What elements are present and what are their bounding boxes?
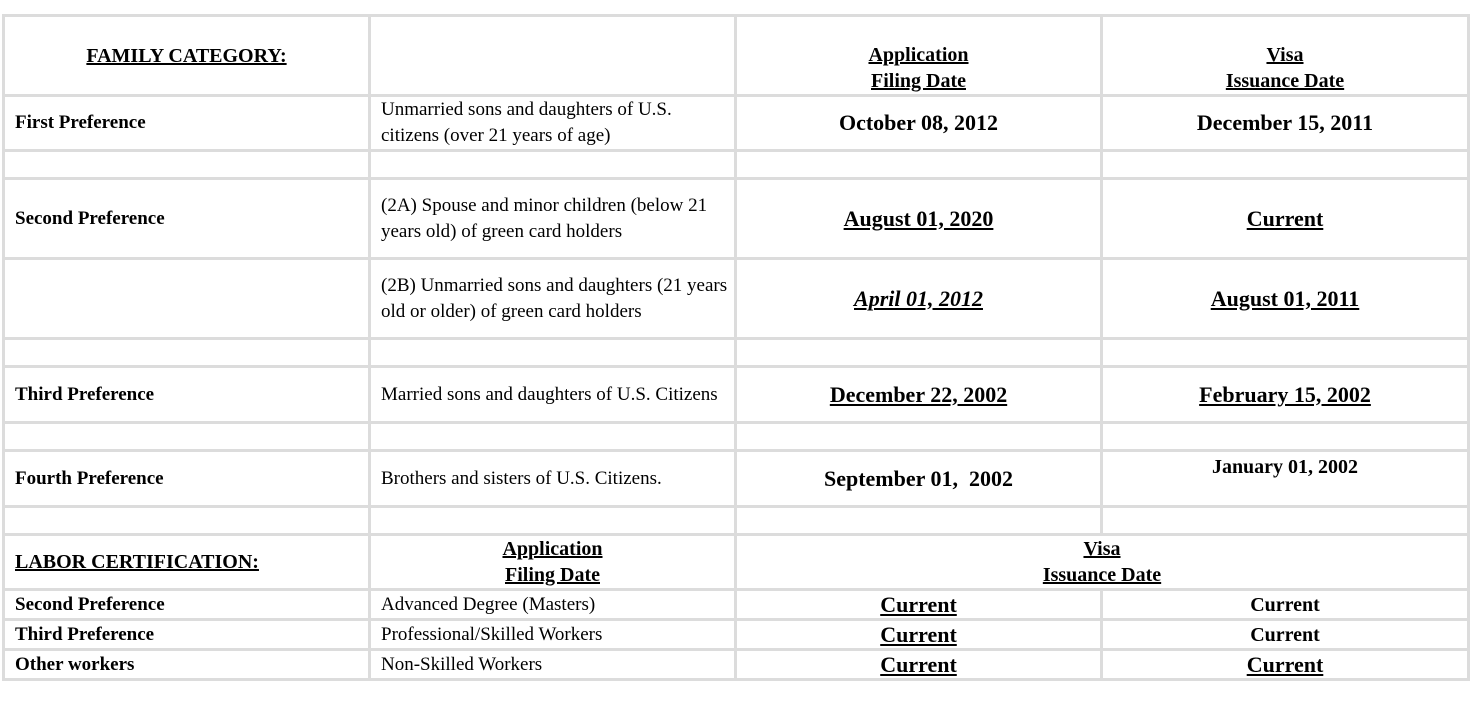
- category-cell: Fourth Preference: [4, 451, 370, 507]
- visa-bulletin-table-wrapper: [2, 14, 1470, 681]
- table-row: [4, 367, 1469, 423]
- filing-heading-line1: Application: [502, 538, 603, 560]
- family-header-blank-cell: [370, 16, 736, 96]
- filing-date-cell: December 22, 2002: [736, 367, 1102, 423]
- table-row: [4, 590, 1469, 620]
- category-cell: Second Preference: [4, 590, 370, 620]
- description-cell: (2B) Unmarried sons and daughters (21 years old or older) of green card holders: [370, 259, 736, 339]
- table-row: [4, 259, 1469, 339]
- issuance-heading-line1: Visa: [1083, 538, 1121, 560]
- table-row: [4, 620, 1469, 650]
- table-row: [4, 96, 1469, 151]
- description-cell: Professional/Skilled Workers: [370, 620, 736, 650]
- category-cell: [4, 259, 370, 339]
- labor-certification-heading: LABOR CERTIFICATION:: [4, 535, 370, 590]
- issuance-heading-line1: Visa: [1266, 44, 1304, 66]
- filing-heading-line1: Application: [868, 44, 969, 66]
- filing-date-cell: Current: [736, 590, 1102, 620]
- labor-header-row: [4, 535, 1469, 590]
- family-filing-date-heading: [736, 16, 1102, 96]
- family-category-heading: FAMILY CATEGORY:: [4, 16, 370, 96]
- issuance-date-cell: Current: [1102, 620, 1469, 650]
- issuance-date-cell: Current: [1102, 650, 1469, 680]
- family-issuance-date-heading: [1102, 16, 1469, 96]
- issuance-date-cell: December 15, 2011: [1102, 96, 1469, 151]
- filing-date-cell: October 08, 2012: [736, 96, 1102, 151]
- table-row: [4, 451, 1469, 507]
- issuance-date-cell: Current: [1102, 590, 1469, 620]
- description-cell: Brothers and sisters of U.S. Citizens.: [370, 451, 736, 507]
- description-cell: (2A) Spouse and minor children (below 21 years old) of green card holders: [370, 179, 736, 259]
- table-row: [4, 650, 1469, 680]
- category-cell: Third Preference: [4, 620, 370, 650]
- category-cell: Second Preference: [4, 179, 370, 259]
- description-cell: Unmarried sons and daughters of U.S. citizens (over 21 years of age): [370, 96, 736, 151]
- spacer-row: [4, 423, 1469, 451]
- filing-date-cell: April 01, 2012: [736, 259, 1102, 339]
- filing-heading-line2: Filing Date: [505, 564, 600, 586]
- spacer-row: [4, 507, 1469, 535]
- filing-date-cell: August 01, 2020: [736, 179, 1102, 259]
- filing-date-cell: September 01, 2002: [736, 451, 1102, 507]
- description-cell: Non-Skilled Workers: [370, 650, 736, 680]
- filing-date-cell: Current: [736, 650, 1102, 680]
- category-cell: Third Preference: [4, 367, 370, 423]
- spacer-row: [4, 151, 1469, 179]
- labor-filing-date-heading: [370, 535, 736, 590]
- category-cell: Other workers: [4, 650, 370, 680]
- category-cell: First Preference: [4, 96, 370, 151]
- description-cell: Advanced Degree (Masters): [370, 590, 736, 620]
- issuance-date-cell: Current: [1102, 179, 1469, 259]
- issuance-date-cell: February 15, 2002: [1102, 367, 1469, 423]
- table-row: [4, 179, 1469, 259]
- spacer-row: [4, 339, 1469, 367]
- visa-bulletin-table: [2, 14, 1470, 681]
- description-cell: Married sons and daughters of U.S. Citizens: [370, 367, 736, 423]
- labor-issuance-date-heading: [736, 535, 1469, 590]
- issuance-date-cell: August 01, 2011: [1102, 259, 1469, 339]
- filing-heading-line2: Filing Date: [871, 70, 966, 92]
- issuance-date-cell: January 01, 2002: [1102, 451, 1469, 507]
- issuance-heading-line2: Issuance Date: [1225, 70, 1345, 92]
- filing-date-cell: Current: [736, 620, 1102, 650]
- family-header-row: [4, 16, 1469, 96]
- issuance-heading-line2: Issuance Date: [1042, 564, 1162, 586]
